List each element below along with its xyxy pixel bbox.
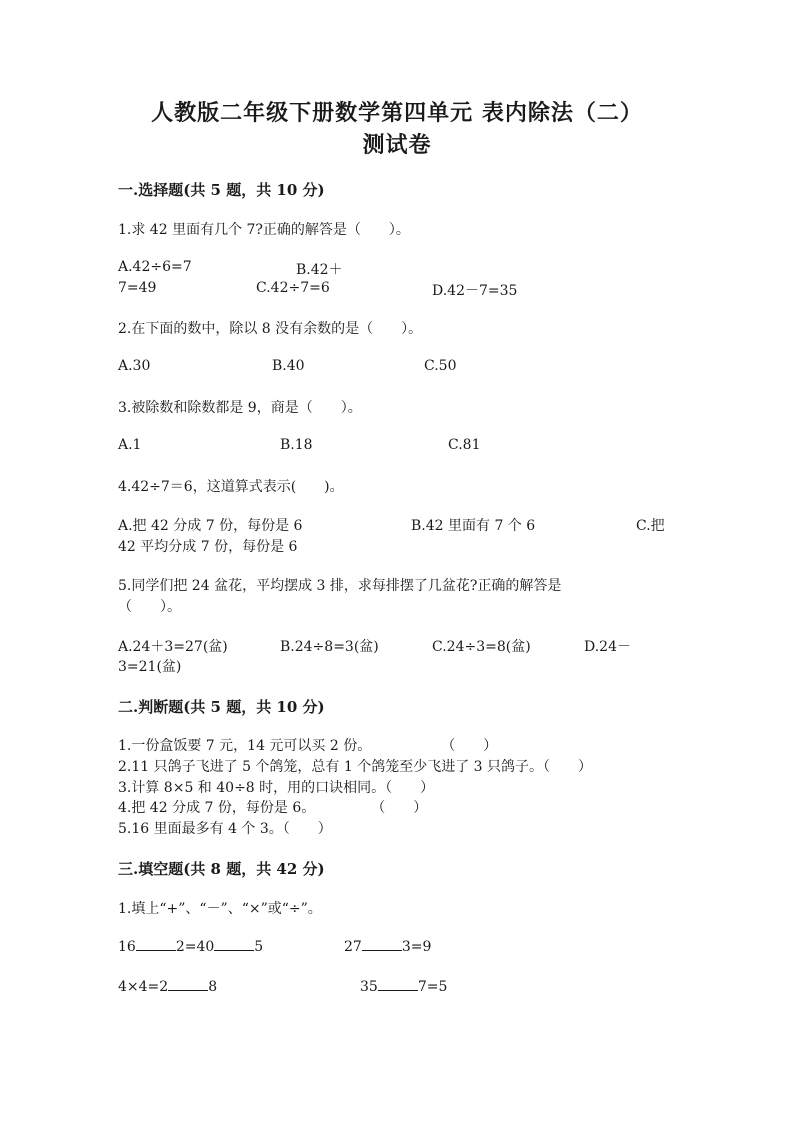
option-b: B.42 里面有 7 个 6	[411, 518, 536, 534]
answer-blank[interactable]	[362, 936, 402, 951]
expr-text: 3=9	[401, 939, 432, 955]
option-a: A.42÷6=7	[118, 259, 192, 275]
expr-text: 27	[344, 939, 362, 955]
judgement-item: 5.16 里面最多有 4 个 3。（ ）	[118, 821, 332, 837]
expr-text: 16	[118, 939, 136, 955]
judgement-item: 2.11 只鸽子飞进了 5 个鸽笼，总有 1 个鸽笼至少飞进了 3 只鸽子。（ ）	[118, 759, 593, 775]
option-d-continued: 3=21(盆)	[118, 659, 182, 675]
judgement-item: 1.一份盒饭要 7 元，14 元可以买 2 份。 （ ）	[118, 738, 498, 754]
fill-expression	[118, 976, 217, 995]
page-subtitle: 测试卷	[362, 132, 432, 158]
answer-blank[interactable]	[214, 936, 254, 951]
option-b-continued: 7=49	[118, 280, 157, 296]
answer-blank[interactable]	[378, 976, 418, 991]
option-b: B.24÷8=3(盆)	[280, 639, 379, 655]
question-stem: 4.42÷7＝6，这道算式表示( )。	[118, 479, 344, 495]
option-c: C.42÷7=6	[256, 280, 330, 296]
option-d: D.42－7=35	[432, 283, 518, 299]
question-stem: 2.在下面的数中，除以 8 没有余数的是（ ）。	[118, 321, 423, 337]
option-a: A.30	[118, 358, 151, 374]
option-d: D.24－	[584, 639, 631, 655]
fill-expression	[360, 976, 447, 995]
option-a: A.把 42 分成 7 份，每份是 6	[118, 518, 303, 534]
option-c: C.24÷3=8(盆)	[432, 639, 531, 655]
judgement-item: 3.计算 8×5 和 40÷8 时，用的口诀相同。（ ）	[118, 780, 435, 796]
page-title: 人教版二年级下册数学第四单元 表内除法（二）	[151, 100, 643, 126]
option-b: B.18	[280, 437, 313, 453]
option-a: A.24＋3=27(盆)	[118, 639, 228, 655]
section-heading-judgement: 二.判断题(共 5 题，共 10 分)	[118, 698, 325, 716]
option-c: C.把	[636, 518, 665, 534]
section-heading-choice: 一.选择题(共 5 题，共 10 分)	[118, 181, 325, 199]
expr-text: 7=5	[417, 979, 448, 995]
answer-blank[interactable]	[168, 976, 208, 991]
question-stem-continued: （ ）。	[118, 599, 181, 615]
fill-expression	[118, 936, 263, 955]
expr-text: 4×4=2	[118, 979, 169, 995]
option-b: B.42＋	[296, 262, 343, 278]
fill-expression	[344, 936, 431, 955]
question-stem: 3.被除数和除数都是 9，商是（ ）。	[118, 400, 362, 416]
question-stem: 5.同学们把 24 盆花，平均摆成 3 排，求每排摆了几盆花?正确的解答是	[118, 578, 562, 594]
option-c: C.50	[424, 358, 457, 374]
expr-text: 35	[360, 979, 378, 995]
expr-text: 2=40	[175, 939, 215, 955]
option-c: C.81	[448, 437, 481, 453]
judgement-item: 4.把 42 分成 7 份，每份是 6。 （ ）	[118, 800, 428, 816]
option-b: B.40	[272, 358, 305, 374]
option-a: A.1	[118, 437, 142, 453]
option-c-continued: 42 平均分成 7 份，每份是 6	[118, 539, 298, 555]
answer-blank[interactable]	[136, 936, 176, 951]
expr-text: 5	[254, 939, 264, 955]
question-stem: 1.填上“+”、“－”、“×”或“÷”。	[118, 901, 322, 917]
section-heading-fill: 三.填空题(共 8 题，共 42 分)	[118, 860, 325, 878]
question-stem: 1.求 42 里面有几个 7?正确的解答是（ ）。	[118, 222, 410, 238]
expr-text: 8	[208, 979, 218, 995]
